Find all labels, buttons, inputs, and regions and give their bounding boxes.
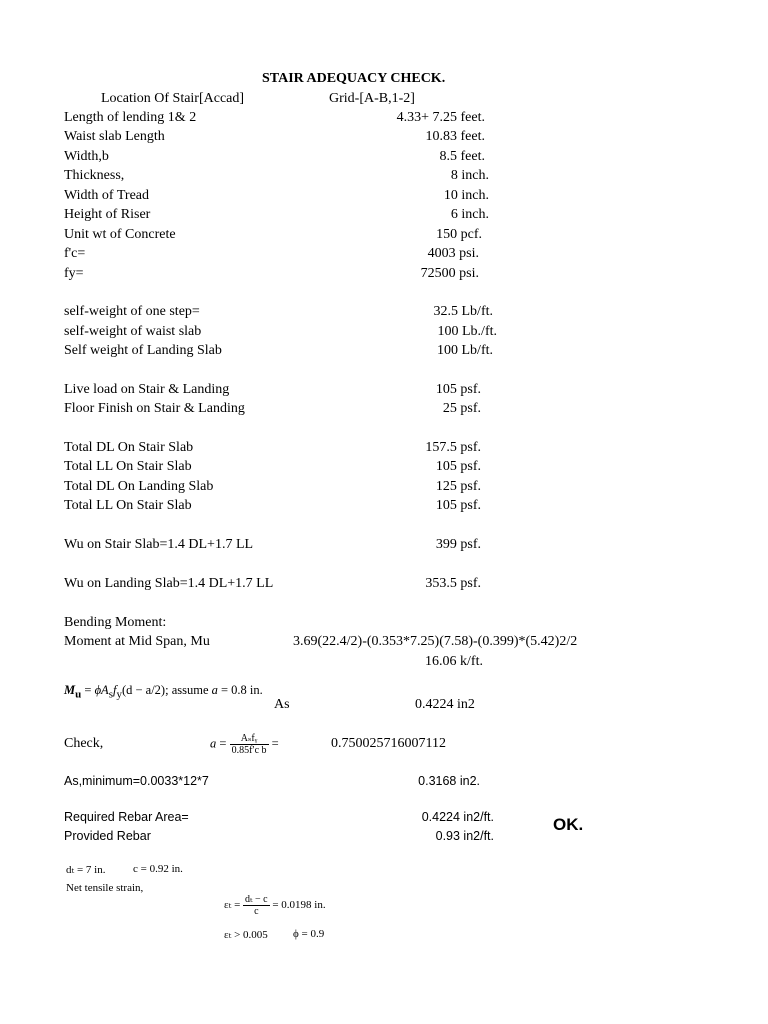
selfweight-label: Self weight of Landing Slab bbox=[64, 343, 222, 358]
input-label: Thickness, bbox=[64, 168, 125, 183]
fraction-numerator: Aₛfᵧ bbox=[230, 733, 269, 745]
bending-heading: Bending Moment: bbox=[64, 615, 167, 630]
load-value: 105 psf. bbox=[435, 382, 481, 397]
strain-denominator: c bbox=[254, 906, 259, 917]
total-label: Total LL On Stair Slab bbox=[64, 498, 192, 513]
input-value: 10.83 feet. bbox=[425, 129, 485, 144]
as-sub: s bbox=[108, 688, 113, 701]
strain-numerator: dₜ − c bbox=[245, 894, 268, 905]
load-value: 25 psf. bbox=[442, 401, 481, 416]
input-value: 150 pcf. bbox=[436, 227, 482, 242]
total-value: 125 psf. bbox=[435, 479, 481, 494]
selfweight-label: self-weight of one step= bbox=[64, 304, 200, 319]
location-label: Location Of Stair[Accad] bbox=[101, 91, 245, 106]
selfweight-value: 100 Lb/ft. bbox=[437, 343, 493, 358]
location-value: Grid-[A-B,1-2] bbox=[329, 91, 415, 106]
wu-landing-label: Wu on Landing Slab=1.4 DL+1.7 LL bbox=[64, 576, 274, 591]
ok-status: OK. bbox=[553, 815, 584, 834]
check-fraction bbox=[230, 733, 269, 756]
page-title: STAIR ADEQUACY CHECK. bbox=[262, 71, 446, 86]
eps-lhs: εₜ = bbox=[224, 899, 241, 912]
wu-landing-value: 353.5 psf. bbox=[425, 576, 481, 591]
formula-rest: (d − a/2); assume bbox=[121, 683, 212, 697]
check-label: Check, bbox=[64, 736, 104, 751]
input-value: 8.5 feet. bbox=[439, 149, 485, 164]
eq-sign: = bbox=[271, 736, 279, 751]
selfweight-label: self-weight of waist slab bbox=[64, 324, 202, 339]
strain-fraction bbox=[243, 894, 270, 917]
as-min-label: As,minimum=0.0033*12*7 bbox=[64, 774, 209, 788]
moment-label: Moment at Mid Span, Mu bbox=[64, 634, 210, 649]
input-value: 10 inch. bbox=[443, 188, 489, 203]
dt-value: dₜ = 7 in. bbox=[66, 864, 106, 876]
total-value: 157.5 psf. bbox=[425, 440, 481, 455]
input-label: Length of lending 1& 2 bbox=[64, 110, 197, 125]
total-label: Total LL On Stair Slab bbox=[64, 459, 192, 474]
eq-sign: = bbox=[219, 736, 227, 751]
total-label: Total DL On Landing Slab bbox=[64, 479, 214, 494]
required-rebar-value: 0.4224 in2/ft. bbox=[421, 810, 494, 824]
phi-value: ϕ = 0.9 bbox=[293, 928, 325, 940]
phi-symbol: ϕ bbox=[94, 683, 102, 697]
input-label: Width,b bbox=[64, 149, 109, 164]
fy-symbol: f bbox=[112, 683, 117, 697]
input-value: 4.33+ 7.25 feet. bbox=[396, 110, 485, 125]
as-label: As bbox=[274, 697, 290, 712]
as-formula bbox=[64, 682, 263, 703]
c-value: c = 0.92 in. bbox=[133, 863, 183, 875]
input-label: fy= bbox=[64, 266, 84, 281]
strain-formula bbox=[224, 894, 326, 917]
required-rebar-label: Required Rebar Area= bbox=[64, 810, 189, 824]
provided-rebar-value: 0.93 in2/ft. bbox=[435, 829, 494, 843]
input-label: Height of Riser bbox=[64, 207, 151, 222]
assume-value: = 0.8 in. bbox=[217, 683, 263, 697]
mu-sub: u bbox=[75, 688, 82, 701]
eps-value: = 0.0198 in. bbox=[272, 899, 326, 912]
total-value: 105 psf. bbox=[435, 498, 481, 513]
selfweight-value: 100 Lb./ft. bbox=[437, 324, 497, 339]
fraction-denominator: 0.85f′c b bbox=[231, 745, 267, 756]
input-label: f'c= bbox=[64, 246, 86, 261]
mu-symbol: M bbox=[64, 683, 76, 697]
as-symbol: A bbox=[101, 683, 109, 697]
moment-result: 16.06 k/ft. bbox=[425, 654, 483, 669]
load-label: Live load on Stair & Landing bbox=[64, 382, 230, 397]
provided-rebar-label: Provided Rebar bbox=[64, 829, 151, 843]
selfweight-value: 32.5 Lb/ft. bbox=[433, 304, 493, 319]
check-value: 0.750025716007112 bbox=[331, 736, 446, 751]
as-min-value: 0.3168 in2. bbox=[418, 774, 480, 788]
input-value: 72500 psi. bbox=[420, 266, 479, 281]
input-label: Unit wt of Concrete bbox=[64, 227, 176, 242]
input-value: 8 inch. bbox=[450, 168, 489, 183]
check-formula bbox=[210, 733, 279, 756]
strain-condition: εₜ > 0.005 bbox=[224, 929, 268, 941]
load-label: Floor Finish on Stair & Landing bbox=[64, 401, 245, 416]
eq-sign: = bbox=[81, 683, 95, 697]
total-value: 105 psf. bbox=[435, 459, 481, 474]
input-value: 6 inch. bbox=[450, 207, 489, 222]
input-value: 4003 psi. bbox=[427, 246, 479, 261]
a-symbol: a bbox=[211, 683, 218, 697]
input-label: Width of Tread bbox=[64, 188, 149, 203]
total-label: Total DL On Stair Slab bbox=[64, 440, 194, 455]
fy-sub: y bbox=[116, 688, 122, 701]
wu-stair-value: 399 psf. bbox=[435, 537, 481, 552]
input-label: Waist slab Length bbox=[64, 129, 165, 144]
as-value: 0.4224 in2 bbox=[415, 697, 475, 712]
wu-stair-label: Wu on Stair Slab=1.4 DL+1.7 LL bbox=[64, 537, 254, 552]
a-variable: a bbox=[210, 736, 217, 751]
moment-expression: 3.69(22.4/2)-(0.353*7.25)(7.58)-(0.399)*(5.42)2/2 bbox=[293, 634, 578, 649]
net-strain-label: Net tensile strain, bbox=[66, 882, 144, 894]
